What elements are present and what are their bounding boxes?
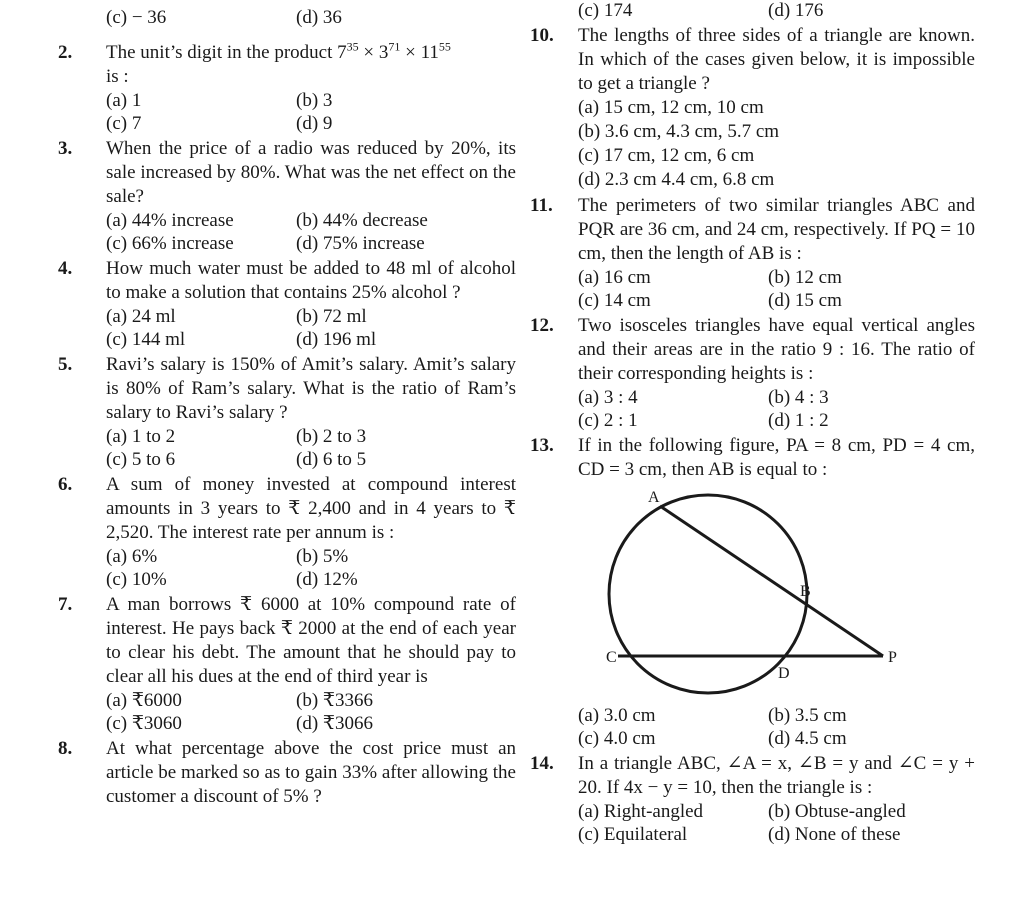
option-d: (d) 2.3 cm 4.4 cm, 6.8 cm xyxy=(578,169,775,190)
option-c: (c) 174 xyxy=(578,0,633,21)
question-number: 8. xyxy=(58,738,73,759)
exponent: 55 xyxy=(438,39,451,54)
label-p: P xyxy=(888,649,897,666)
question-10 xyxy=(530,24,975,192)
question-7 xyxy=(58,593,516,735)
option-d: (d) 176 xyxy=(768,0,824,21)
question-14 xyxy=(530,752,975,846)
option-d: (d) 15 cm xyxy=(768,290,842,311)
option-d: (d) 196 ml xyxy=(296,329,377,350)
secant-line-pab xyxy=(660,506,883,656)
option-b: (b) 3.5 cm xyxy=(768,705,847,726)
option-d: (d) 75% increase xyxy=(296,233,425,254)
option-c: (c) 7 xyxy=(106,113,142,134)
question-text: Ravi’s salary is 150% of Amit’s salary. Amit’s salary is 80% of Ram’s salary. What is the ratio of Ram’s salary to Ravi’s salary ? xyxy=(106,354,516,423)
option-b: (b) 44% decrease xyxy=(296,210,428,231)
option-c: (c) 66% increase xyxy=(106,233,234,254)
option-b: (b) 3.6 cm, 4.3 cm, 5.7 cm xyxy=(578,121,780,142)
option-a: (a) 3.0 cm xyxy=(578,705,656,726)
question-number: 5. xyxy=(58,354,73,375)
question-text: The perimeters of two similar triangles ABC and PQR are 36 cm, and 24 cm, respectively. If PQ = 10 cm, then the length of AB is : xyxy=(578,195,975,264)
option-c: (c) 10% xyxy=(106,569,167,590)
options-grid xyxy=(578,800,975,846)
question-number: 6. xyxy=(58,474,73,495)
options-grid xyxy=(106,305,516,351)
option-d: (d) 6 to 5 xyxy=(296,449,367,470)
question-text: How much water must be added to 48 ml of alcohol to make a solution that contains 25% alcohol ? xyxy=(106,258,516,303)
question-text: The lengths of three sides of a triangle are known. In which of the cases given below, it is impossible to get a triangle ? xyxy=(578,25,975,94)
option-a: (a) 6% xyxy=(106,546,158,567)
option-c: (c) 5 to 6 xyxy=(106,449,176,470)
options-grid xyxy=(578,386,975,432)
options-grid xyxy=(106,6,516,29)
option-a: (a) 1 xyxy=(106,90,142,111)
question-text: If in the following figure, PA = 8 cm, PD = 4 cm, CD = 3 cm, then AB is equal to : xyxy=(578,435,975,480)
question-3 xyxy=(58,137,516,255)
option-c: (c) ₹3060 xyxy=(106,713,182,734)
question-1-tail xyxy=(58,6,516,29)
question-12 xyxy=(530,314,975,432)
question-number: 12. xyxy=(530,315,554,336)
label-c: C xyxy=(606,649,617,666)
question-text xyxy=(106,41,516,89)
options-grid xyxy=(106,209,516,255)
question-9-tail xyxy=(530,0,975,22)
circle-secant-figure xyxy=(578,484,948,704)
question-13 xyxy=(530,434,975,750)
question-text: In a triangle ABC, ∠A = x, ∠B = y and ∠C = y + 20. If 4x − y = 10, then the triangle is : xyxy=(578,753,975,798)
option-d: (d) 1 : 2 xyxy=(768,410,829,431)
right-column xyxy=(530,0,975,846)
option-a: (a) 44% increase xyxy=(106,210,234,231)
option-d: (d) 12% xyxy=(296,569,358,590)
label-b: B xyxy=(800,583,811,600)
option-b: (b) 3 xyxy=(296,90,333,111)
text-part: The unit’s digit in the product 7 xyxy=(106,42,347,63)
option-a: (a) 3 : 4 xyxy=(578,387,638,408)
option-c: (c) Equilateral xyxy=(578,824,688,845)
option-a: (a) 16 cm xyxy=(578,267,651,288)
option-d: (d) None of these xyxy=(768,824,901,845)
question-4 xyxy=(58,257,516,351)
option-b: (b) 2 to 3 xyxy=(296,426,367,447)
question-5 xyxy=(58,353,516,471)
option-c: (c) − 36 xyxy=(106,7,167,28)
question-number: 11. xyxy=(530,195,553,216)
options-grid xyxy=(578,266,975,312)
question-number: 3. xyxy=(58,138,73,159)
exponent: 71 xyxy=(388,39,401,54)
question-number: 14. xyxy=(530,753,554,774)
option-b: (b) Obtuse-angled xyxy=(768,801,906,822)
options-list xyxy=(578,96,975,192)
option-b: (b) 4 : 3 xyxy=(768,387,829,408)
question-11 xyxy=(530,194,975,312)
question-8 xyxy=(58,737,516,809)
question-6 xyxy=(58,473,516,591)
text-part: × 11 xyxy=(400,42,439,63)
question-number: 10. xyxy=(530,25,554,46)
option-a: (a) 15 cm, 12 cm, 10 cm xyxy=(578,97,764,118)
question-text: When the price of a radio was reduced by 20%, its sale increased by 80%. What was the net effect on the sale? xyxy=(106,138,516,207)
options-grid xyxy=(106,89,516,135)
question-number: 13. xyxy=(530,435,554,456)
option-a: (a) ₹6000 xyxy=(106,690,182,711)
options-grid xyxy=(106,689,516,735)
option-d: (d) 9 xyxy=(296,113,333,134)
text-part: is : xyxy=(106,66,129,87)
label-d: D xyxy=(778,665,790,682)
question-text: A man borrows ₹ 6000 at 10% compound rate of interest. He pays back ₹ 2000 at the end of each year to clear his debt. The amount that he should pay to clear all his dues at the end of third year is xyxy=(106,594,516,687)
options-grid xyxy=(578,0,975,22)
option-d: (d) ₹3066 xyxy=(296,713,373,734)
question-2 xyxy=(58,41,516,135)
label-a: A xyxy=(648,489,660,506)
question-text: A sum of money invested at compound interest amounts in 3 years to ₹ 2,400 and in 4 years to ₹ 2,520. The interest rate per annum is : xyxy=(106,474,516,543)
option-b: (b) ₹3366 xyxy=(296,690,373,711)
option-a: (a) Right-angled xyxy=(578,801,704,822)
options-grid xyxy=(106,425,516,471)
option-d: (d) 4.5 cm xyxy=(768,728,847,749)
left-column xyxy=(58,0,516,809)
option-b: (b) 5% xyxy=(296,546,349,567)
text-part: × 3 xyxy=(358,42,389,63)
question-number: 7. xyxy=(58,594,73,615)
circle xyxy=(609,495,807,693)
options-grid xyxy=(106,545,516,591)
option-b: (b) 72 ml xyxy=(296,306,367,327)
options-grid xyxy=(578,704,975,750)
option-d: (d) 36 xyxy=(296,7,342,28)
option-b: (b) 12 cm xyxy=(768,267,842,288)
option-c: (c) 17 cm, 12 cm, 6 cm xyxy=(578,145,755,166)
exponent: 35 xyxy=(346,39,359,54)
question-text: At what percentage above the cost price must an article be marked so as to gain 33% after allowing the customer a discount of 5% ? xyxy=(106,738,516,807)
question-number: 2. xyxy=(58,42,73,63)
option-c: (c) 2 : 1 xyxy=(578,410,638,431)
option-a: (a) 24 ml xyxy=(106,306,176,327)
option-c: (c) 4.0 cm xyxy=(578,728,656,749)
question-text: Two isosceles triangles have equal vertical angles and their areas are in the ratio 9 : 16. The ratio of their corresponding heights is : xyxy=(578,315,975,384)
option-c: (c) 14 cm xyxy=(578,290,651,311)
option-a: (a) 1 to 2 xyxy=(106,426,176,447)
question-number: 4. xyxy=(58,258,73,279)
option-c: (c) 144 ml xyxy=(106,329,186,350)
